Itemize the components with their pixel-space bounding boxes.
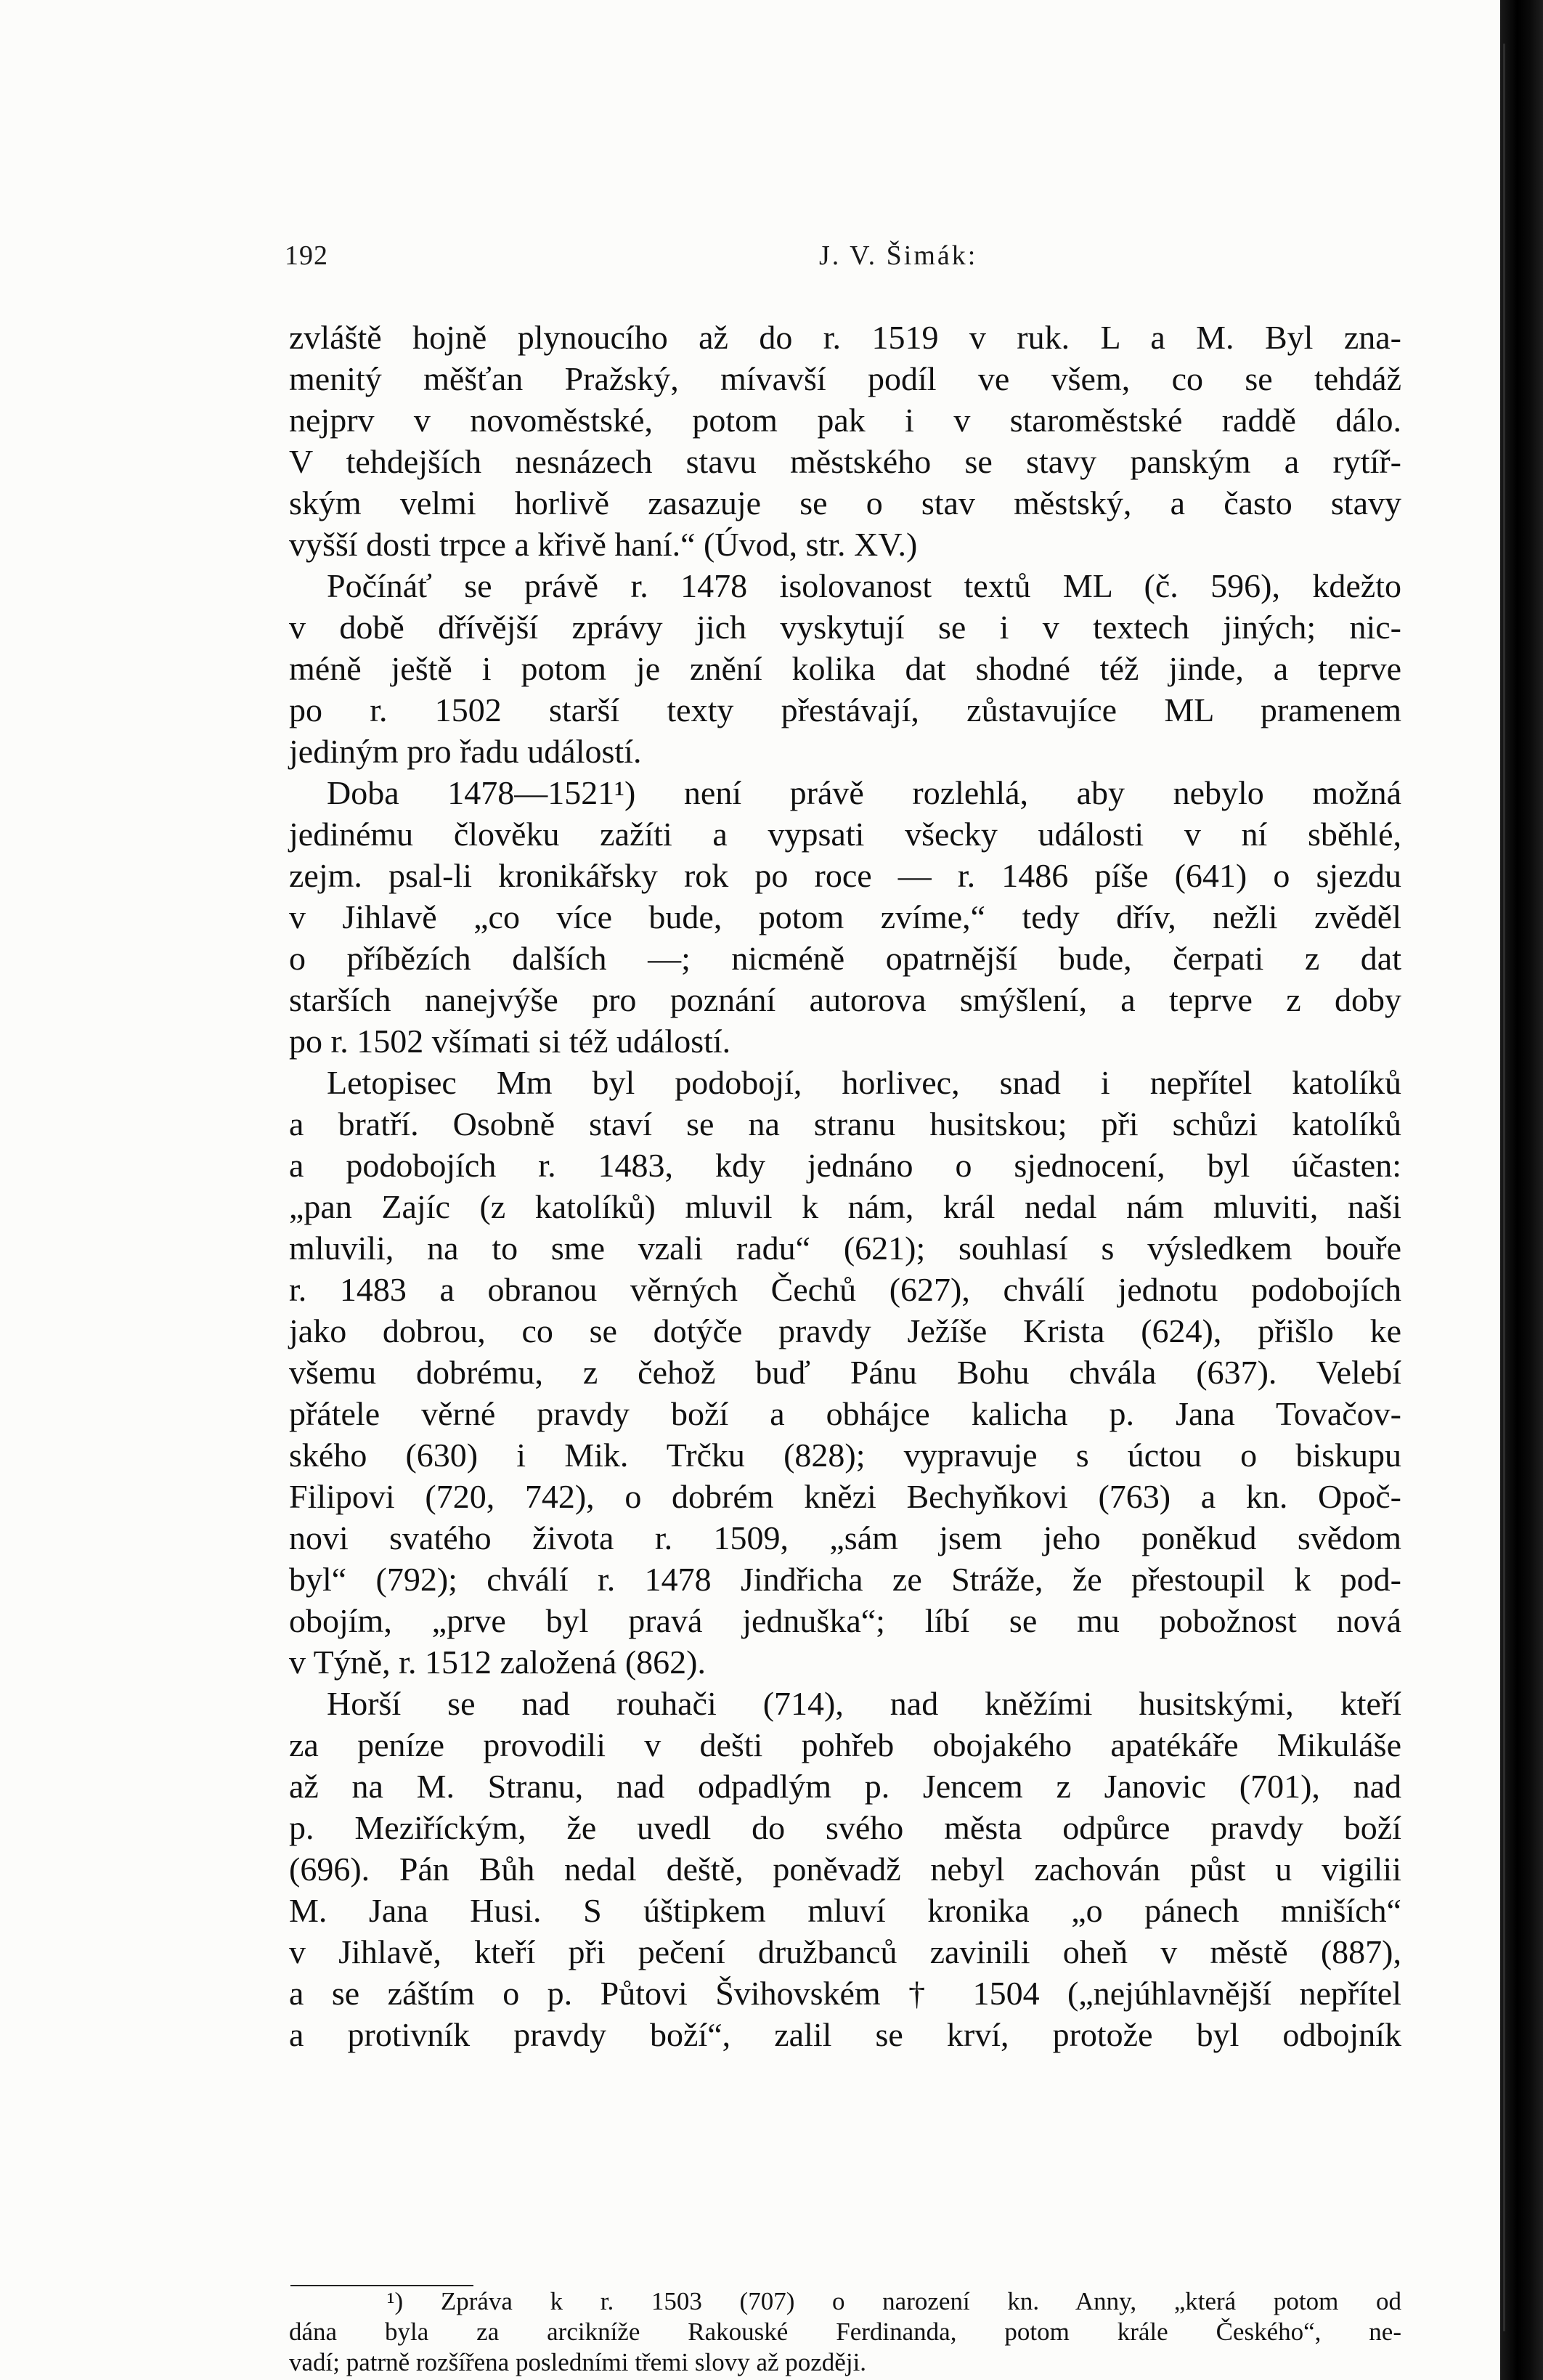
text-line: a bratří. Osobně staví se na stranu husitskou; při schůzi katolíků xyxy=(289,1105,1401,1142)
text-line: za peníze provodili v dešti pohřeb obojakého apatékáře Mikuláše xyxy=(289,1726,1401,1763)
text-line: Počínáť se právě r. 1478 isolovanost textů ML (č. 596), kdežto xyxy=(327,567,1401,604)
text-line: po r. 1502 starší texty přestávají, zůstavujíce ML pramenem xyxy=(289,691,1401,728)
text-line: starších nanejvýše pro poznání autorova smýšlení, a teprve z doby xyxy=(289,981,1401,1018)
text-line: v Jihlavě, kteří při pečení družbanců zavinili oheň v městě (887), xyxy=(289,1933,1401,1970)
text-line: o příbězích dalších —; nicméně opatrnější bude, čerpati z dat xyxy=(289,940,1401,977)
footnote-line: vadí; patrně rozšířena posledními třemi slovy až později. xyxy=(289,2348,867,2376)
text-line: nejprv v novoměstské, potom pak i v staroměstské raddě dálo. xyxy=(289,402,1401,439)
text-line: (696). Pán Bůh nedal deště, poněvadž nebyl zachován půst u vigilii xyxy=(289,1851,1401,1888)
body-text xyxy=(289,317,1401,2055)
text-line: až na M. Stranu, nad odpadlým p. Jencem z Janovic (701), nad xyxy=(289,1768,1401,1805)
text-line: v Týně, r. 1512 založená (862). xyxy=(289,1644,706,1681)
text-line: v Jihlavě „co více bude, potom zvíme,“ tedy dřív, nežli zvěděl xyxy=(289,898,1401,935)
text-line: M. Jana Husi. S úštipkem mluví kronika „o pánech mniších“ xyxy=(289,1892,1401,1929)
text-line: zvláště hojně plynoucího až do r. 1519 v ruk. L a M. Byl zna- xyxy=(289,319,1401,356)
text-line: Filipovi (720, 742), o dobrém knězi Bechyňkovi (763) a kn. Opoč- xyxy=(289,1478,1401,1515)
text-line: ským velmi horlivě zasazuje se o stav městský, a často stavy xyxy=(289,484,1401,521)
text-line: méně ještě i potom je znění kolika dat shodné též jinde, a teprve xyxy=(289,650,1401,687)
text-line: ského (630) i Mik. Trčku (828); vypravuje s úctou o biskupu xyxy=(289,1437,1401,1474)
text-line: r. 1483 a obranou věrných Čechů (627), chválí jednotu podobojích xyxy=(289,1271,1401,1308)
text-line: byl“ (792); chválí r. 1478 Jindřicha ze Stráže, že přestoupil k pod- xyxy=(289,1561,1401,1598)
text-line: a se záštím o p. Půtovi Švihovském † 1504 („nejúhlavnější nepřítel xyxy=(289,1975,1401,2012)
text-line: po r. 1502 všímati si též událostí. xyxy=(289,1023,731,1060)
running-head: J. V. Šimák: xyxy=(819,240,978,271)
text-line: jako dobrou, co se dotýče pravdy Ježíše Krista (624), přišlo ke xyxy=(289,1312,1401,1349)
text-line: V tehdejších nesnázech stavu městského se stavy panským a rytíř- xyxy=(289,443,1401,480)
text-line: „pan Zajíc (z katolíků) mluvil k nám, král nedal nám mluviti, naši xyxy=(289,1188,1401,1225)
text-line: přátele věrné pravdy boží a obhájce kalicha p. Jana Tovačov- xyxy=(289,1395,1401,1432)
text-line: obojím, „prve byl pravá jednuška“; líbí se mu pobožnost nová xyxy=(289,1602,1401,1639)
text-line: Doba 1478—1521¹) není právě rozlehlá, aby nebylo možná xyxy=(327,774,1401,811)
text-line: menitý měšťan Pražský, mívavší podíl ve všem, co se tehdáž xyxy=(289,360,1401,397)
text-line: zejm. psal-li kronikářsky rok po roce — r. 1486 píše (641) o sjezdu xyxy=(289,857,1401,894)
footnote-line: ¹) Zpráva k r. 1503 (707) o narození kn. Anny, „která potom od xyxy=(387,2287,1401,2315)
text-line: jedinému člověku zažíti a vypsati všecky události v ní sběhlé, xyxy=(289,816,1401,853)
footnotes xyxy=(289,2286,1401,2378)
scan-border-line xyxy=(1503,44,1505,2331)
text-line: a protivník pravdy boží“, zalil se krví, protože byl odbojník xyxy=(289,2016,1401,2053)
text-line: Horší se nad rouhači (714), nad kněžími husitskými, kteří xyxy=(327,1685,1401,1722)
text-line: jediným pro řadu událostí. xyxy=(289,733,642,770)
text-line: vyšší dosti trpce a křivě haní.“ (Úvod, str. XV.) xyxy=(289,526,918,563)
text-line: v době dřívější zprávy jich vyskytují se i v textech jiných; nic- xyxy=(289,609,1401,646)
text-line: a podobojích r. 1483, kdy jednáno o sjednocení, byl účasten: xyxy=(289,1147,1401,1184)
page-number: 192 xyxy=(285,240,328,271)
text-line: novi svatého života r. 1509, „sám jsem jeho poněkud svědom xyxy=(289,1519,1401,1556)
footnote-line: dána byla za arcikníže Rakouské Ferdinanda, potom krále Českého“, ne- xyxy=(289,2318,1401,2346)
text-line: všemu dobrému, z čehož buď Pánu Bohu chvála (637). Velebí xyxy=(289,1354,1401,1391)
text-line: p. Meziříckým, že uvedl do svého města odpůrce pravdy boží xyxy=(289,1809,1401,1846)
text-line: Letopisec Mm byl podobojí, horlivec, snad i nepřítel katolíků xyxy=(327,1064,1401,1101)
scan-border xyxy=(1500,0,1543,2380)
text-line: mluvili, na to sme vzali radu“ (621); souhlasí s výsledkem bouře xyxy=(289,1230,1401,1267)
